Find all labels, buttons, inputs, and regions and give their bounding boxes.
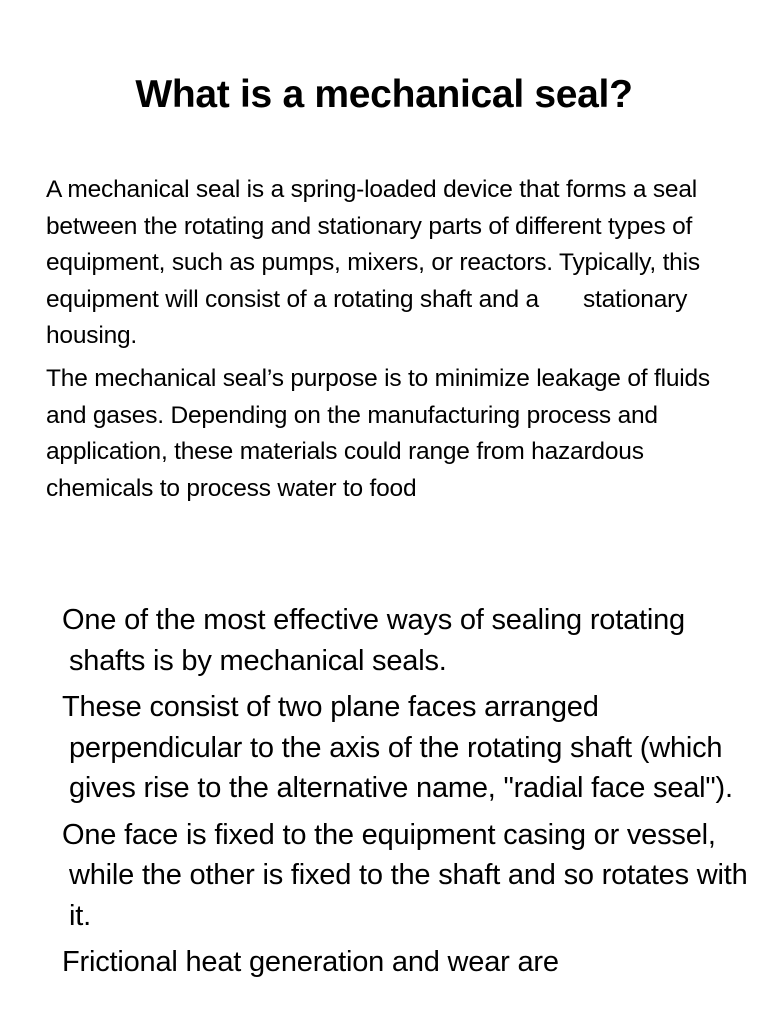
intro-paragraph-1-part-a: A mechanical seal is a spring-loaded device that forms a seal between the rotating and stationary parts of different types of equipment, such as pumps, mixers, or reactors. Typically, this equipment will consist of a rotating shaft and a [46, 176, 700, 313]
point-paragraph: Frictional heat generation and wear are [62, 946, 559, 978]
point-paragraph: One of the most effective ways of sealing rotating shafts is by mechanical seals. [62, 604, 685, 677]
intro-text [46, 172, 736, 507]
intro-paragraph-1-part-b: stationary housing. [46, 285, 688, 350]
intro-paragraph-1 [46, 172, 736, 355]
point-paragraph: These consist of two plane faces arranged perpendicular to the axis of the rotating shaft (which gives rise to the alternative name, "radial face seal"). [62, 691, 733, 804]
point-paragraph: One face is fixed to the equipment casing or vessel, while the other is fixed to the shaft and so rotates with it. [62, 818, 748, 932]
intro-paragraph-2: The mechanical seal’s purpose is to minimize leakage of fluids and gases. Depending on the manufacturing process and application, these materials could range from hazardous chemicals to process water to food [46, 364, 710, 502]
key-points [62, 600, 752, 989]
page-title: What is a mechanical seal? [135, 73, 633, 116]
